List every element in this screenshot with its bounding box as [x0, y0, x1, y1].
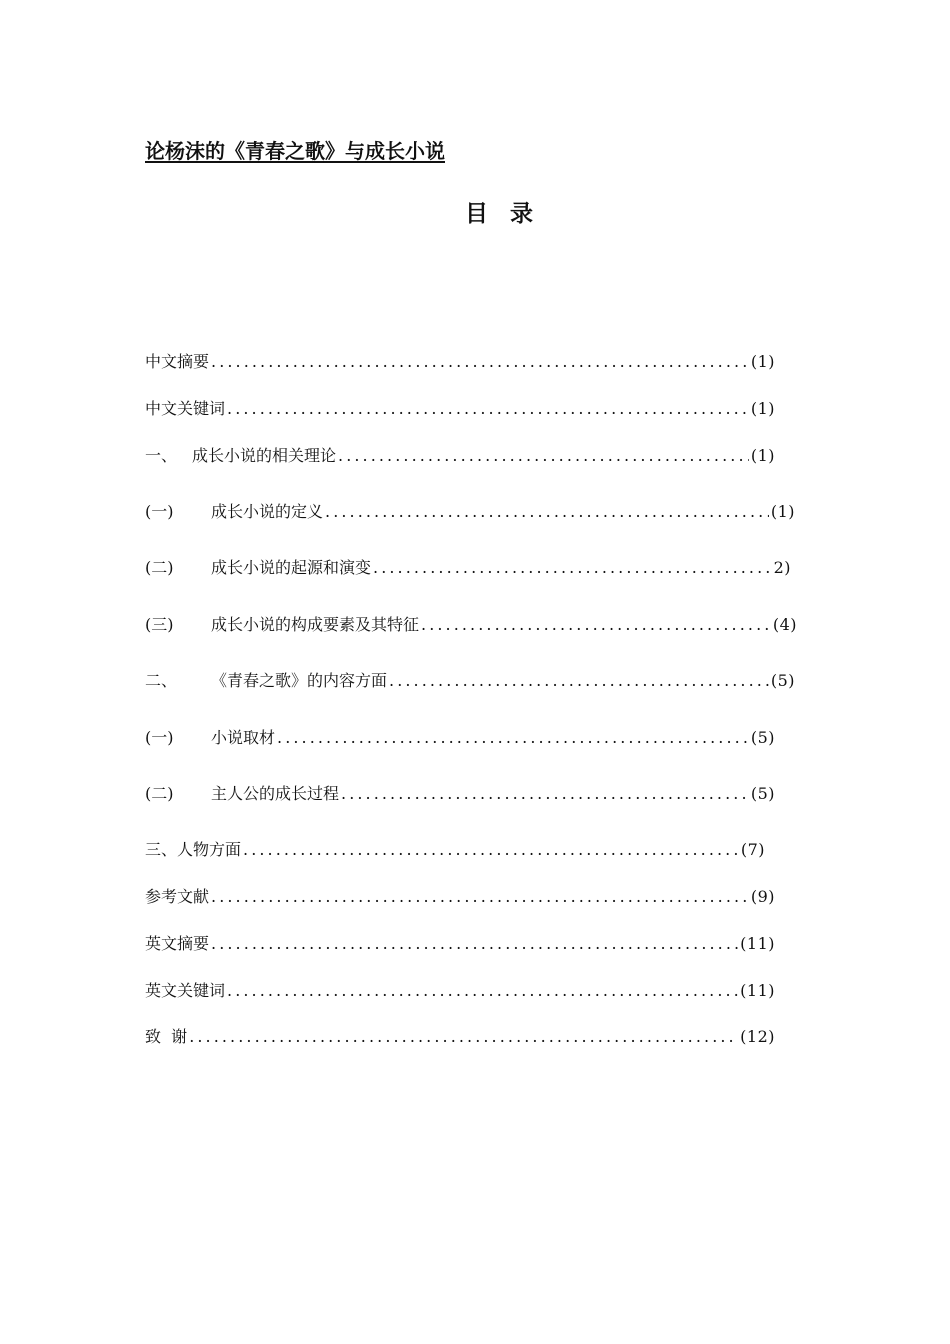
toc-dot-leader — [211, 932, 738, 956]
toc-entry-section-2-1[interactable] — [145, 726, 775, 750]
toc-entry-page: (1) — [750, 446, 775, 465]
toc-heading: 目 录 — [464, 201, 535, 227]
toc-entry-label: 主人公的成长过程 — [211, 784, 340, 803]
toc-entry-label: 成长小说的起源和演变 — [211, 558, 372, 577]
toc-entry-label: 中文摘要 — [145, 352, 210, 371]
toc-dot-leader — [211, 350, 749, 374]
toc-dot-leader — [277, 726, 749, 750]
toc-dot-leader — [211, 885, 749, 909]
toc-dot-leader — [373, 556, 772, 580]
toc-entry-label: 英文摘要 — [145, 934, 210, 953]
toc-entry-label: 小说取材 — [211, 728, 276, 747]
toc-dot-leader — [421, 613, 771, 637]
toc-entry-section-1-3[interactable] — [145, 613, 797, 637]
toc-dot-leader — [338, 444, 749, 468]
toc-entry-section-1-1[interactable] — [145, 500, 795, 524]
toc-entry-section-3[interactable] — [145, 838, 765, 862]
toc-entry-page: (7) — [740, 840, 765, 859]
toc-entry-references[interactable] — [145, 885, 775, 909]
toc-entry-number: (一) — [145, 728, 174, 747]
toc-entry-label: 三、人物方面 — [145, 840, 242, 859]
toc-entry-label: 英文关键词 — [145, 981, 226, 1000]
toc-entry-label: 《青春之歌》的内容方面 — [211, 671, 388, 690]
toc-entry-label: 参考文献 — [145, 887, 210, 906]
toc-dot-leader — [341, 782, 749, 806]
toc-entry-page: (1) — [750, 352, 775, 371]
toc-entry-number: (三) — [145, 615, 174, 634]
toc-entry-page: (1) — [770, 502, 795, 521]
toc-dot-leader — [389, 669, 769, 693]
toc-entry-number: 二、 — [145, 671, 178, 690]
toc-entry-label: 成长小说的相关理论 — [192, 446, 337, 465]
toc-entry-page: (9) — [750, 887, 775, 906]
toc-entry-section-2-2[interactable] — [145, 782, 775, 806]
toc-entry-page: (5) — [750, 784, 775, 803]
toc-dot-leader — [325, 500, 769, 524]
toc-entry-label: 成长小说的构成要素及其特征 — [211, 615, 420, 634]
toc-entry-section-1-2[interactable] — [145, 556, 791, 580]
toc-entry-acknowledgements[interactable] — [145, 1025, 775, 1049]
toc-dot-leader — [243, 838, 739, 862]
toc-entry-page: (12) — [740, 1027, 775, 1046]
toc-entry-page: (4) — [772, 615, 797, 634]
toc-dot-leader — [189, 1025, 738, 1049]
toc-entry-page: (11) — [740, 934, 775, 953]
toc-entry-english-keywords[interactable] — [145, 979, 775, 1003]
toc-entry-number: (二) — [145, 558, 174, 577]
toc-entry-chinese-abstract[interactable] — [145, 350, 775, 374]
toc-entry-section-1[interactable] — [145, 444, 775, 468]
toc-entry-label: 中文关键词 — [145, 399, 226, 418]
toc-entry-page: (1) — [750, 399, 775, 418]
toc-entry-page: 2) — [773, 558, 791, 577]
toc-entry-label: 致 谢 — [145, 1027, 188, 1046]
toc-entry-number: 一、 — [145, 446, 178, 465]
toc-entry-chinese-keywords[interactable] — [145, 397, 775, 421]
toc-dot-leader — [227, 397, 749, 421]
toc-entry-page: (11) — [740, 981, 775, 1000]
toc-entry-number: (二) — [145, 784, 174, 803]
document-title: 论杨沫的《青春之歌》与成长小说 — [145, 139, 445, 163]
toc-entry-page: (5) — [750, 728, 775, 747]
toc-entry-number: (一) — [145, 502, 174, 521]
toc-entry-page: (5) — [770, 671, 795, 690]
toc-dot-leader — [227, 979, 738, 1003]
toc-entry-label: 成长小说的定义 — [211, 502, 324, 521]
toc-entry-section-2[interactable] — [145, 669, 795, 693]
toc-entry-english-abstract[interactable] — [145, 932, 775, 956]
